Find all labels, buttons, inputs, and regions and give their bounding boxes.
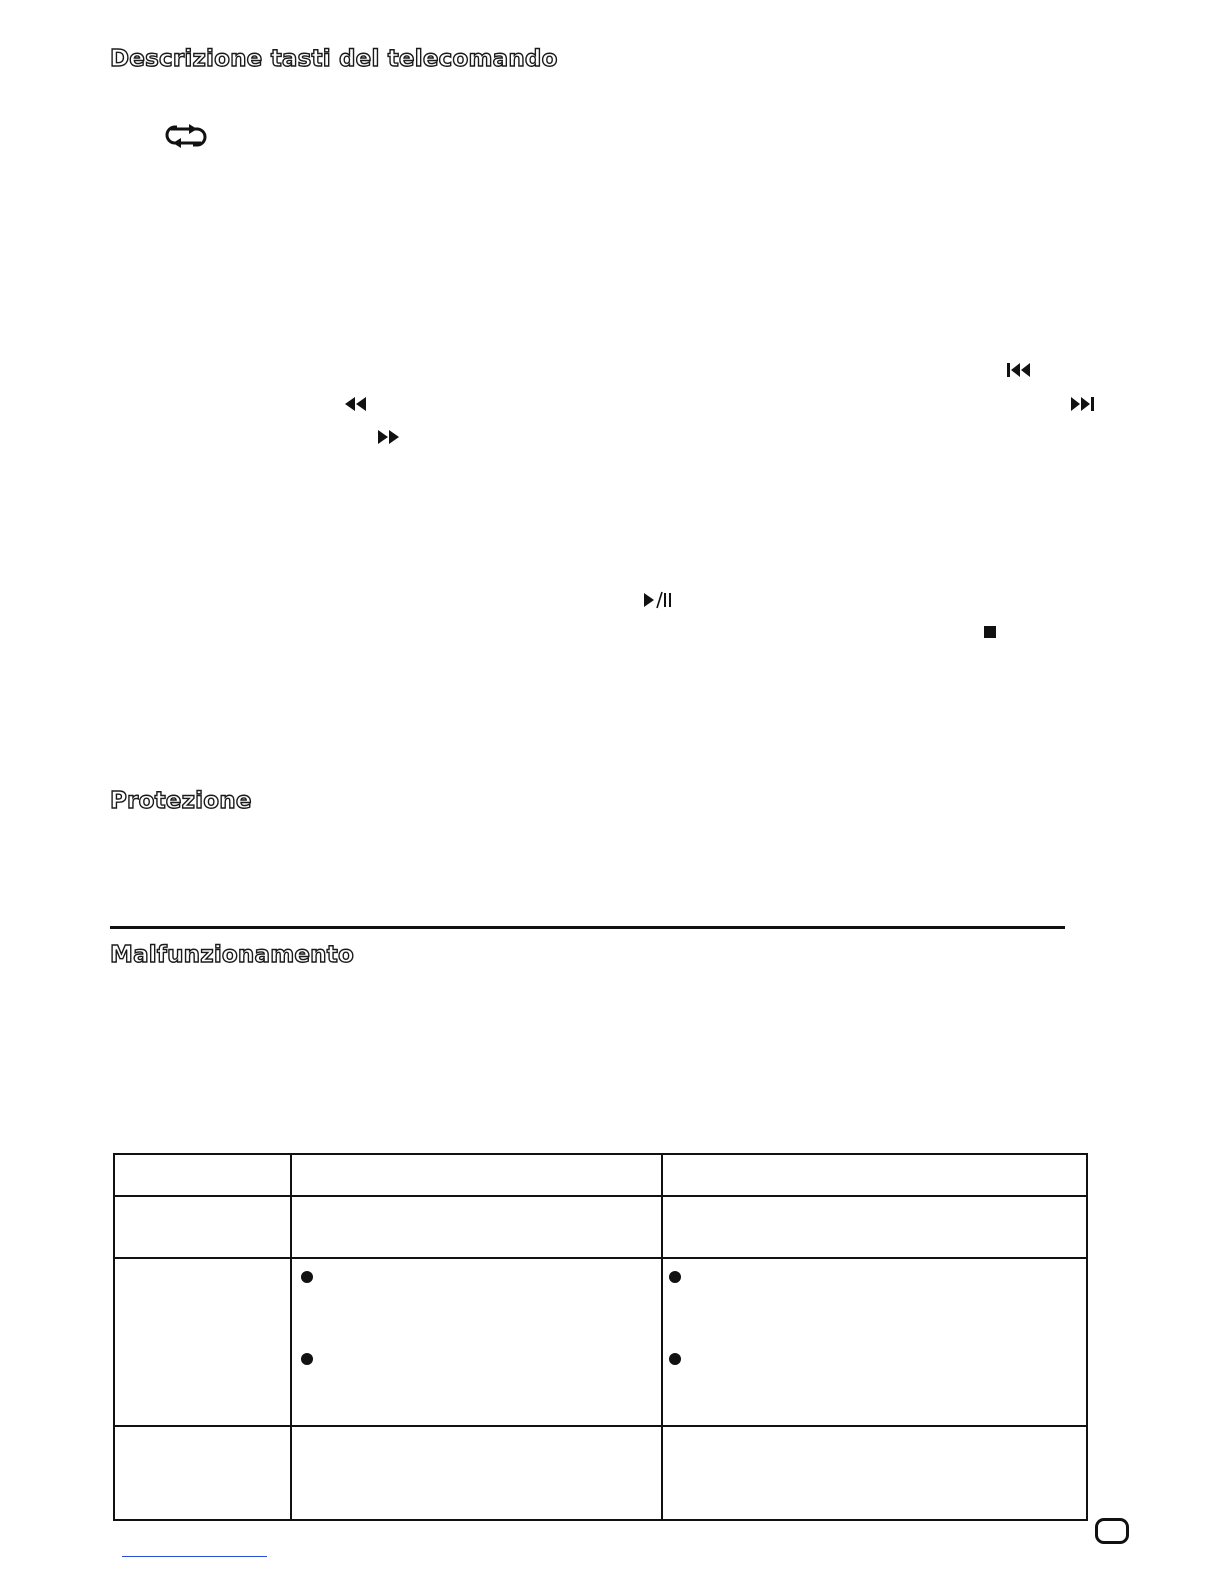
malfunction-heading: Malfunzionamento — [110, 942, 354, 968]
table-header-separator — [113, 1195, 1088, 1197]
protection-heading: Protezione — [110, 788, 252, 814]
table-border-right — [1086, 1153, 1088, 1521]
play-pause-icon — [642, 591, 674, 609]
stop-icon — [983, 625, 997, 639]
table-column-separator — [290, 1153, 292, 1521]
table-border-left — [113, 1153, 115, 1521]
table-border-bottom — [113, 1519, 1088, 1521]
bottom-link-underline — [122, 1556, 267, 1557]
table-border-top — [113, 1153, 1088, 1155]
section-divider — [110, 926, 1065, 929]
remote-keys-heading: Descrizione tasti del telecomando — [110, 46, 558, 72]
table-column-separator — [661, 1153, 663, 1521]
skip-back-icon — [1006, 362, 1032, 378]
bullet — [301, 1271, 313, 1283]
bullet — [301, 1353, 313, 1365]
repeat-icon — [163, 123, 209, 149]
rewind-icon — [344, 396, 368, 412]
bullet — [669, 1271, 681, 1283]
bullet — [669, 1353, 681, 1365]
table-row-separator — [113, 1257, 1088, 1259]
fast-forward-icon — [376, 429, 400, 445]
table-row-separator — [113, 1425, 1088, 1427]
skip-forward-icon — [1069, 396, 1095, 412]
page-badge — [1095, 1518, 1129, 1544]
